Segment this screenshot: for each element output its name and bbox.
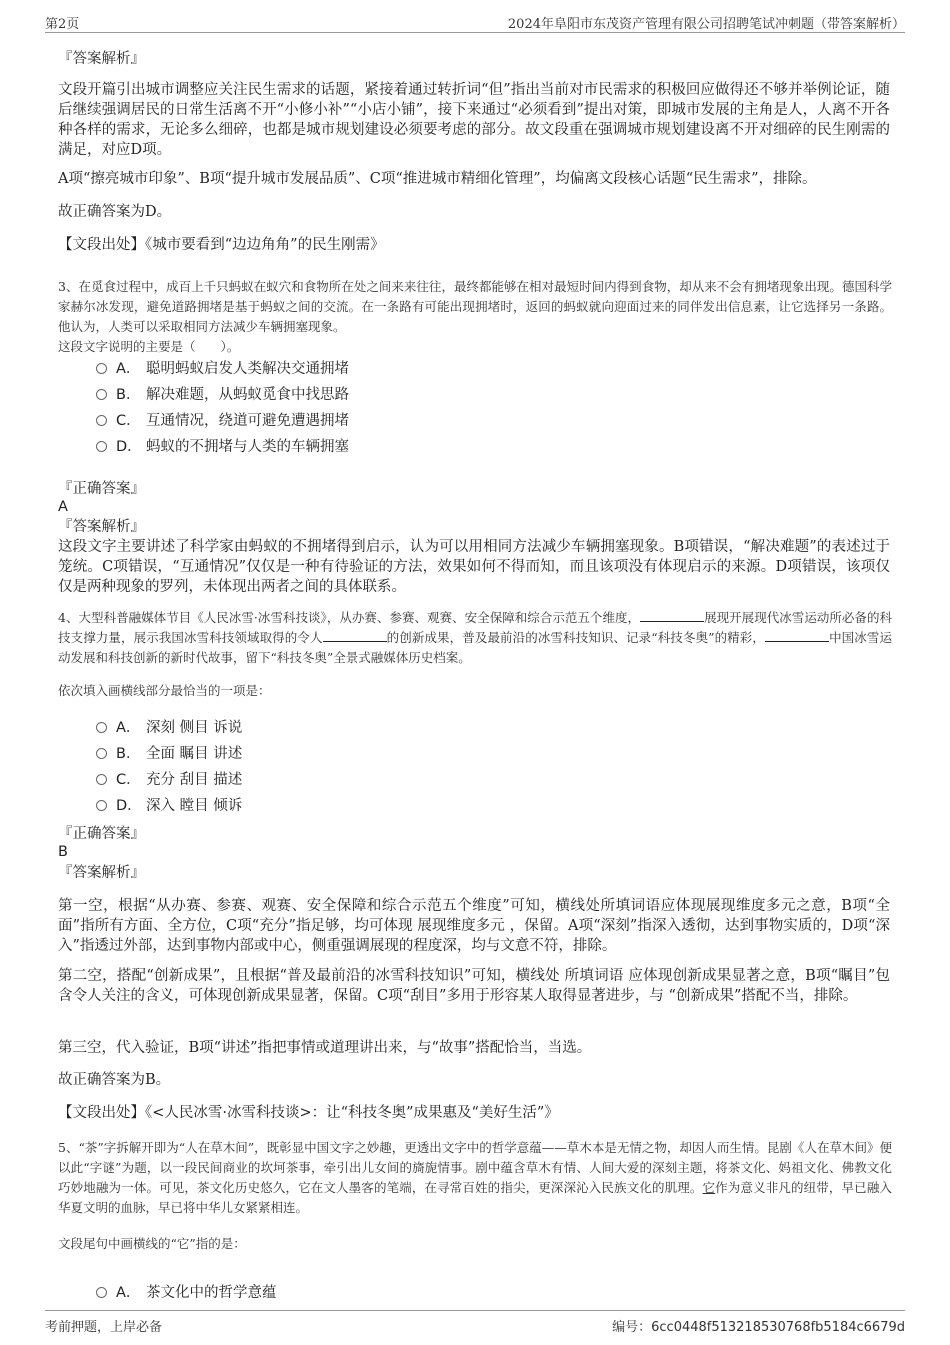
- option-key: D．: [116, 798, 142, 814]
- fill-blank-2: [323, 629, 387, 642]
- underlined-word: 它: [702, 1180, 716, 1195]
- q3-option-a[interactable]: [96, 359, 349, 379]
- q3-answer: A: [58, 499, 68, 515]
- page-footer: [45, 1310, 905, 1336]
- q2-analysis-p1: 文段开篇引出城市调整应关注民生需求的话题，紧接着通过转折词“但”指出当前对市民需求的积极回应做得还不够并举例论证，随后继续强调居民的日常生活离不开“小修小补”“小店小铺”，接下来通过“必须看到”提出对策，即城市发展的主角是人，人离不开各种各样的需求，无论多么细碎，也都是城市规划建设必须要考虑的部分。故文段重在强调城市规划建设离不开对细碎的民生刚需的满足，对应D项。: [58, 82, 890, 158]
- q3-stem: 3、在觅食过程中，成百上千只蚂蚁在蚁穴和食物所在处之间来来往往，最终都能够在相对最短时间内得到食物，却从来不会有拥堵现象出现。德国科学家赫尔冰发现，避免道路拥堵是基于蚂蚁之间的交流。在一条路有可能出现拥堵时，返回的蚂蚁就向迎面过来的同伴发出信息素，让它选择另一条路。他认为，人类可以采取相同方法减少车辆拥塞现象。: [58, 279, 892, 334]
- document-code: 编号：6cc0448f513218530768fb5184c6679d: [612, 1320, 905, 1335]
- q4-analysis-p4: 故正确答案为B。: [58, 1072, 171, 1088]
- q3-option-b[interactable]: [96, 385, 349, 405]
- q2-analysis-p3: 故正确答案为D。: [58, 204, 172, 220]
- page-header: [45, 10, 905, 33]
- q4-option-c[interactable]: [96, 770, 242, 790]
- q4-answer: B: [58, 844, 68, 860]
- radio-button[interactable]: [96, 389, 107, 400]
- q5-option-a[interactable]: [96, 1283, 277, 1303]
- q3-analysis-label: 『答案解析』: [58, 519, 145, 535]
- option-text: 茶文化中的哲学意蕴: [146, 1285, 277, 1301]
- option-text: 深入 瞠目 倾诉: [146, 798, 243, 814]
- radio-button[interactable]: [96, 748, 107, 759]
- radio-button[interactable]: [96, 1287, 107, 1298]
- option-key: C．: [116, 772, 141, 788]
- option-text: 充分 刮目 描述: [146, 772, 243, 788]
- q4-option-b[interactable]: [96, 744, 242, 764]
- q4-source: 【文段出处】《<人民冰雪·冰雪科技谈>：让“科技冬奥”成果惠及“美好生活”》: [58, 1105, 559, 1121]
- radio-button[interactable]: [96, 722, 107, 733]
- option-text: 蚂蚁的不拥堵与人类的车辆拥塞: [146, 439, 349, 455]
- q5-prompt: 文段尾句中画横线的“它”指的是：: [58, 1236, 246, 1251]
- fill-blank-3: [765, 629, 829, 642]
- q3-option-c[interactable]: [96, 411, 349, 431]
- q3-analysis: 这段文字主要讲述了科学家由蚂蚁的不拥堵得到启示，认为可以用相同方法减少车辆拥塞现象。B项错误，“解决难题”的表述过于笼统。C项错误，“互通情况”仅仅是一种有待验证的方法，效果如何不得而知，而且该项没有体现启示的来源。D项错误，该项仅仅是两种现象的罗列，未体现出两者之间的具体联系。: [58, 539, 890, 595]
- option-key: A．: [116, 1285, 141, 1301]
- option-key: A．: [116, 720, 141, 736]
- option-key: B．: [116, 387, 141, 403]
- q4-option-a[interactable]: [96, 718, 242, 738]
- q2-analysis-p2: A项“擦亮城市印象”、B项“提升城市发展品质”、C项“推进城市精细化管理”，均偏离文段核心话题“民生需求”，排除。: [58, 171, 817, 187]
- q3-prompt: 这段文字说明的主要是（ ）。: [58, 339, 240, 354]
- option-key: C．: [116, 413, 141, 429]
- document-title: 2024年阜阳市东茂资产管理有限公司招聘笔试冲刺题（带答案解析）: [507, 17, 905, 32]
- footer-slogan: 考前押题，上岸必备: [45, 1320, 163, 1335]
- radio-button[interactable]: [96, 415, 107, 426]
- q4-analysis-label: 『答案解析』: [58, 865, 145, 881]
- option-text: 聪明蚂蚁启发人类解决交通拥堵: [146, 361, 349, 377]
- q4-answer-label: 『正确答案』: [58, 826, 145, 842]
- q4-analysis-p3: 第三空，代入验证，B项“讲述”指把事情或道理讲出来，与“故事”搭配恰当，当选。: [58, 1040, 592, 1056]
- option-text: 全面 瞩目 讲述: [146, 746, 243, 762]
- option-text: 互通情况，绕道可避免遭遇拥堵: [146, 413, 349, 429]
- option-text: 解决难题，从蚂蚁觅食中找思路: [146, 387, 349, 403]
- q4-stem: 4、大型科普融媒体节目《人民冰雪·冰雪科技谈》，从办赛、参赛、观赛、安全保障和综合示范五个维度， 展现开展现代冰雪运动所必备的科技支撑力量，展示我国冰雪科技领域取得的令人 的创新成果，普及最前沿的冰雪科技知识、记录“科技冬奥”的精彩， 中国冰雪运动发展和科技创新的新时代故事，留下“科技冬奥”全景式融媒体历史档案。: [58, 610, 892, 665]
- radio-button[interactable]: [96, 441, 107, 452]
- q5-stem: 5、“茶”字拆解开即为“人在草木间”，既彰显中国文字之妙趣，更透出文字中的哲学意蕴——草木本是无情之物，却因人而生情。昆剧《人在草木间》便以此“字谜”为题，以一段民间商业的坎坷茶事，牵引出儿女间的旖旎情事。剧中蕴含草木有情、人间大爱的深刻主题，将茶文化、妈祖文化、佛教文化巧妙地融为一体。可见，茶文化历史悠久，它在文人墨客的笔端，在寻常百姓的指尖，更深深沁入民族文化的肌理。它作为意义非凡的纽带，早已融入华夏文明的血脉，早已将中华儿女紧紧相连。: [58, 1140, 892, 1215]
- q2-source: 【文段出处】《城市要看到“边边角角”的民生刚需》: [58, 237, 385, 253]
- q4-analysis-p2: 第二空，搭配“创新成果”，且根据“普及最前沿的冰雪科技知识”可知，横线处 所填词语 应体现创新成果显著之意，B项“瞩目”包含令人关注的含义，可体现创新成果显著，保留。C项“刮目”多用于形容某人取得显著进步，与 “创新成果”搭配不当，排除。: [58, 968, 890, 1004]
- q4-option-d[interactable]: [96, 796, 242, 816]
- page-number: 第2页: [45, 17, 80, 32]
- q4-analysis-p1: 第一空，根据“从办赛、参赛、观赛、安全保障和综合示范五个维度”可知，横线处所填词语应体现展现维度多元之意，B项“全面”指所有方面、全方位，C项“充分”指足够，均可体现 展现维度多元 ，保留。A项“深刻”指深入透彻，达到事物实质的，D项“深入”指透过外部，达到事物内部或中心，侧重强调展现的程度深，均与文意不符，排除。: [58, 898, 890, 954]
- radio-button[interactable]: [96, 800, 107, 811]
- option-key: D．: [116, 439, 142, 455]
- q4-prompt: 依次填入画横线部分最恰当的一项是：: [58, 683, 271, 698]
- q3-answer-label: 『正确答案』: [58, 481, 145, 497]
- q3-option-d[interactable]: [96, 437, 349, 457]
- fill-blank-1: [640, 609, 704, 622]
- radio-button[interactable]: [96, 363, 107, 374]
- radio-button[interactable]: [96, 774, 107, 785]
- option-key: B．: [116, 746, 141, 762]
- option-text: 深刻 侧目 诉说: [146, 720, 243, 736]
- q2-analysis-label: 『答案解析』: [58, 51, 145, 67]
- option-key: A．: [116, 361, 141, 377]
